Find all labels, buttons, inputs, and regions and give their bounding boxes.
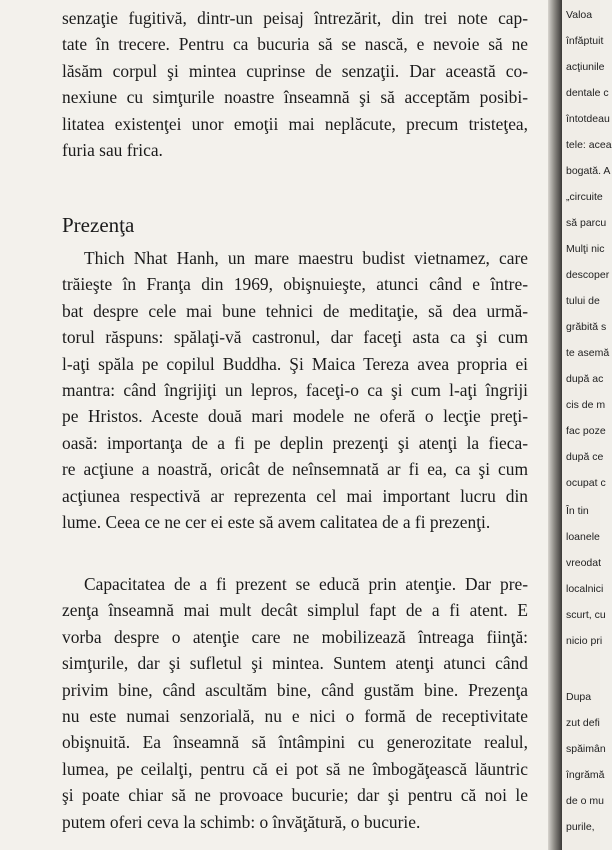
text-line: bat despre cele mai bune tehnici de meditaţie, să dea urmă- bbox=[62, 300, 528, 321]
text-line: vorba despre o atenţie care ne mobilizează întreaga fiinţă: bbox=[62, 626, 528, 647]
side-text-line: să parcu bbox=[566, 217, 607, 229]
side-text-line: scurt, cu bbox=[566, 609, 606, 621]
text-line: lume. Ceea ce ne cer ei este să avem calitatea de a fi prezenţi. bbox=[62, 512, 491, 533]
side-text-line: tului de bbox=[566, 295, 600, 307]
text-line: Thich Nhat Hanh, un mare maestru budist vietnamez, care bbox=[84, 248, 528, 268]
text-line: l-aţi spăla pe copilul Buddha. Şi Maica Tereza avea propria ei bbox=[62, 353, 528, 374]
text-line: putem oferi ceva la schimb: o învăţătură, o bucurie. bbox=[62, 811, 421, 832]
side-text-line: În tin bbox=[566, 505, 589, 517]
paragraph-1 bbox=[62, 245, 528, 535]
side-text-line: descoper bbox=[566, 269, 610, 281]
text-line: zenţa înseamnă mai mult decât simplul fapt de a fi atent. E bbox=[62, 600, 528, 621]
text-line: lăsăm corpul şi mintea cuprinse de senzaţii. Dar această co- bbox=[62, 60, 528, 81]
side-text-line: zut defi bbox=[566, 717, 600, 729]
side-text-line: dentale c bbox=[566, 87, 609, 99]
side-text-line: înfăptuit bbox=[566, 35, 604, 47]
book-gutter-shadow bbox=[548, 0, 562, 850]
intro-paragraph bbox=[62, 5, 528, 163]
side-text-line: Dupa bbox=[566, 691, 592, 703]
side-text-line: fac poze bbox=[566, 425, 606, 437]
side-text-line: după ce bbox=[566, 451, 604, 463]
side-text-line: îngrămă bbox=[566, 769, 605, 781]
side-text-line: „circuite bbox=[566, 191, 603, 203]
text-line: şi poate chiar să ne provoace bucurie; dar şi pentru că noi le bbox=[62, 785, 528, 806]
text-line: Capacitatea de a fi prezent se educă prin atenţie. Dar pre- bbox=[84, 574, 528, 594]
text-line: nu este numai senzorială, nu e nici o formă de receptivitate bbox=[62, 706, 528, 727]
text-line: simţurile, dar şi sufletul şi mintea. Suntem atenţi atunci când bbox=[62, 653, 528, 674]
side-text-line: bogată. A bbox=[566, 165, 611, 177]
text-line: torul răspuns: spălaţi-vă castronul, dar faceţi asta ca şi cum bbox=[62, 327, 528, 348]
side-text-line: te asemă bbox=[566, 347, 610, 359]
text-line: lumea, pe ceilalţi, pentru că ei pot să ne îmbogăţească lăuntric bbox=[62, 758, 528, 779]
side-text-line: Valoa bbox=[566, 9, 593, 21]
side-text-line: după ac bbox=[566, 373, 604, 385]
side-text-line: grăbită s bbox=[566, 321, 607, 333]
side-text-line: cis de m bbox=[566, 399, 606, 411]
side-text-line: vreodat bbox=[566, 557, 602, 569]
side-text-line: acţiunile bbox=[566, 61, 605, 73]
side-text-line: Mulţi nic bbox=[566, 243, 605, 255]
side-text-line: întotdeau bbox=[566, 113, 610, 125]
text-line: nexiune cu simţurile noastre înseamnă şi să acceptăm posibi- bbox=[62, 87, 528, 108]
text-line: mantra: când îngrijiţi un lepros, faceţi-o ca şi cum l-aţi îngriji bbox=[62, 380, 528, 401]
text-line: obişnuită. Ea înseamnă să întâmpini cu generozitate realul, bbox=[62, 732, 528, 753]
text-line: acţiunea respectivă ar reprezenta cel mai important lucru din bbox=[62, 485, 528, 506]
side-text-line: localnici bbox=[566, 583, 604, 595]
side-text-line: loanele bbox=[566, 531, 600, 543]
text-line: senzaţie fugitivă, dintr-un peisaj întrezărit, din trei note cap- bbox=[62, 8, 528, 28]
text-line: oasă: importanţa de a fi pe deplin prezenţi şi atenţi la fieca- bbox=[62, 432, 528, 453]
facing-page-edge bbox=[562, 0, 612, 850]
text-line: tate în trecere. Pentru ca bucuria să se nască, e nevoie să ne bbox=[62, 34, 528, 55]
side-text-line: nicio pri bbox=[566, 635, 603, 647]
text-line: re acţiune a noastră, oricât de neînsemnată ar fi ea, ca şi cum bbox=[62, 459, 528, 480]
side-text-line: tele: acea bbox=[566, 139, 612, 151]
text-line: pe Hristos. Aceste două mari modele ne oferă o lecţie preţi- bbox=[62, 406, 528, 427]
side-text-line: spăimân bbox=[566, 743, 606, 755]
text-line: litatea existenţei unor emoţii mai neplăcute, precum tristeţea, bbox=[62, 113, 528, 134]
section-heading: Prezenţa bbox=[62, 213, 135, 237]
paragraph-2 bbox=[62, 571, 528, 835]
side-text-line: de o mu bbox=[566, 795, 604, 807]
text-line: furia sau frica. bbox=[62, 140, 163, 161]
text-line: privim bine, când ascultăm bine, când gustăm bine. Prezenţa bbox=[62, 679, 528, 700]
side-text-line: ocupat c bbox=[566, 477, 606, 489]
text-line: trăieşte în Franţa din 1969, obişnuieşte, atunci când e între- bbox=[62, 274, 528, 295]
side-text-line: purile, bbox=[566, 821, 595, 833]
